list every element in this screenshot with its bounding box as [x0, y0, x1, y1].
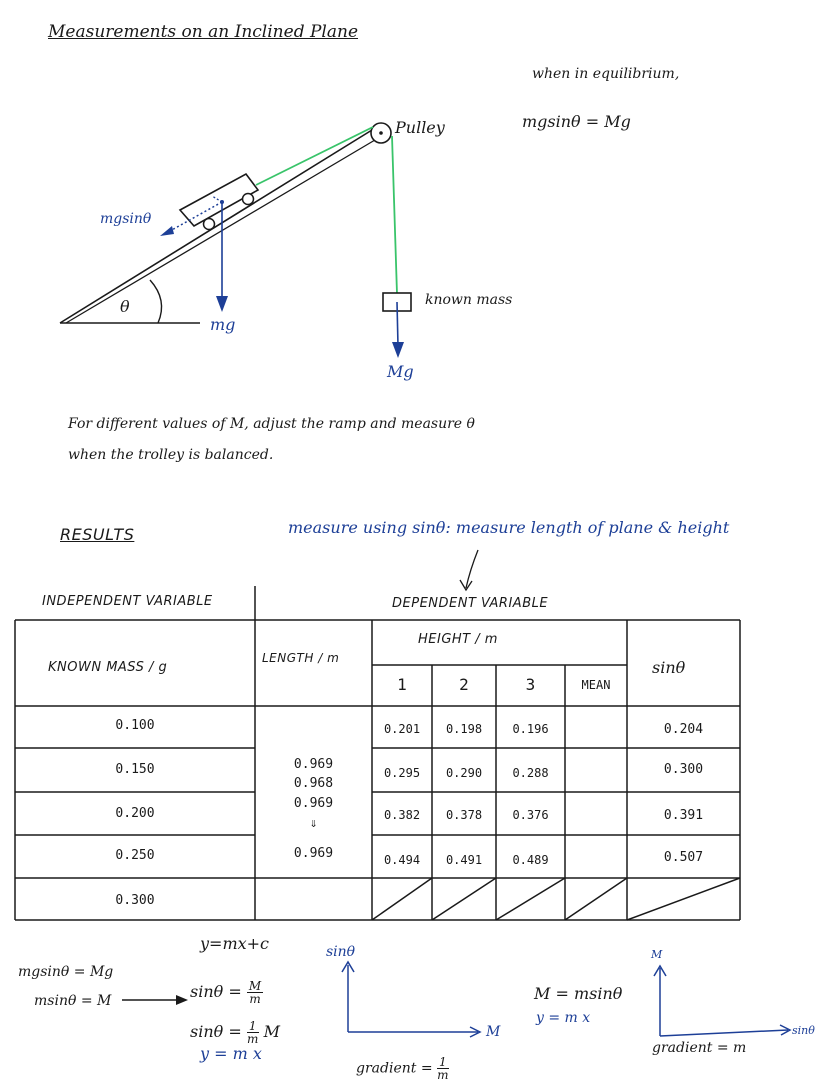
mass-cell: 0.200	[115, 806, 155, 821]
dependent-variable-label: DEPENDENT VARIABLE	[392, 596, 549, 611]
height-3-cell: 0.489	[512, 853, 549, 867]
graph-2-gradient: gradient = m	[652, 1040, 747, 1056]
trial-header-2: 2	[459, 675, 469, 694]
instruction-line-2: when the trolley is balanced.	[68, 447, 274, 463]
trial-header-mean: MEAN	[581, 678, 611, 692]
right-eq-1: M = msinθ	[534, 984, 623, 1003]
graph-2-y-label: M	[651, 948, 663, 961]
trial-header-3: 3	[525, 675, 536, 694]
height-2-cell: 0.378	[445, 808, 483, 822]
page-title: Measurements on an Inclined Plane	[48, 22, 359, 42]
sin-cell: 0.300	[663, 762, 704, 777]
sin-cell: 0.391	[663, 808, 704, 823]
graph-2-x-label: sinθ	[792, 1024, 815, 1037]
length-value: 0.968	[293, 776, 334, 791]
mass-cell: 0.250	[115, 848, 155, 863]
col-length-header: LENGTH / m	[262, 651, 340, 665]
method-note: measure using sinθ: measure length of plane & height	[288, 518, 730, 537]
graph-1-gradient: gradient = $\frac{1}{m}$	[356, 1055, 449, 1082]
mid-eq-1: sinθ = $\frac{M}{m}$	[190, 979, 262, 1006]
independent-variable-label: INDEPENDENT VARIABLE	[42, 594, 213, 609]
graph-1-y-label: sinθ	[326, 944, 356, 960]
height-1-cell: 0.494	[383, 853, 421, 867]
height-2-cell: 0.491	[445, 853, 483, 867]
mass-cell: 0.150	[115, 762, 155, 777]
length-value: 0.969	[293, 796, 334, 811]
length-value: 0.969	[293, 846, 334, 861]
height-2-cell: 0.198	[445, 722, 483, 736]
height-2-cell: 0.290	[445, 766, 483, 780]
col-sin-header: sinθ	[652, 658, 686, 677]
force-parallel-label: mgsinθ	[100, 211, 152, 227]
height-1-cell: 0.295	[383, 766, 421, 780]
col-height-header: HEIGHT / m	[418, 632, 498, 647]
angle-label: θ	[120, 297, 130, 316]
mass-cell: 0.100	[115, 718, 155, 733]
equilibrium-equation: mgsinθ = Mg	[522, 112, 631, 131]
right-eq-2: y = m x	[536, 1010, 591, 1026]
sin-cell: 0.204	[663, 722, 704, 737]
mid-eq-3: y = m x	[200, 1044, 262, 1063]
trial-header-1: 1	[397, 675, 407, 694]
graph-1-x-label: M	[486, 1024, 501, 1040]
height-3-cell: 0.288	[512, 766, 549, 780]
length-arrow: ⇓	[309, 816, 318, 831]
height-1-cell: 0.382	[383, 808, 421, 822]
force-hanging-label: Mg	[387, 362, 414, 381]
left-eq-1: mgsinθ = Mg	[18, 964, 114, 980]
height-3-cell: 0.196	[512, 722, 549, 736]
known-mass-label: known mass	[425, 292, 513, 308]
sin-cell: 0.507	[663, 850, 704, 865]
pulley-label: Pulley	[395, 118, 445, 137]
instruction-line-1: For different values of M, adjust the ramp and measure θ	[68, 416, 475, 432]
col-mass-header: KNOWN MASS / g	[48, 660, 168, 675]
height-1-cell: 0.201	[383, 722, 421, 736]
results-heading: RESULTS	[60, 525, 135, 544]
mass-cell: 0.300	[115, 893, 155, 908]
height-3-cell: 0.376	[512, 808, 549, 822]
mid-eq-2: sinθ = $\frac{1}{m}$ M	[190, 1019, 280, 1046]
left-eq-2: msinθ = M	[34, 993, 112, 1009]
force-weight-label: mg	[210, 315, 236, 334]
line-equation: y=mx+c	[200, 934, 270, 953]
length-value: 0.969	[293, 757, 334, 772]
equilibrium-note: when in equilibrium,	[532, 66, 680, 82]
